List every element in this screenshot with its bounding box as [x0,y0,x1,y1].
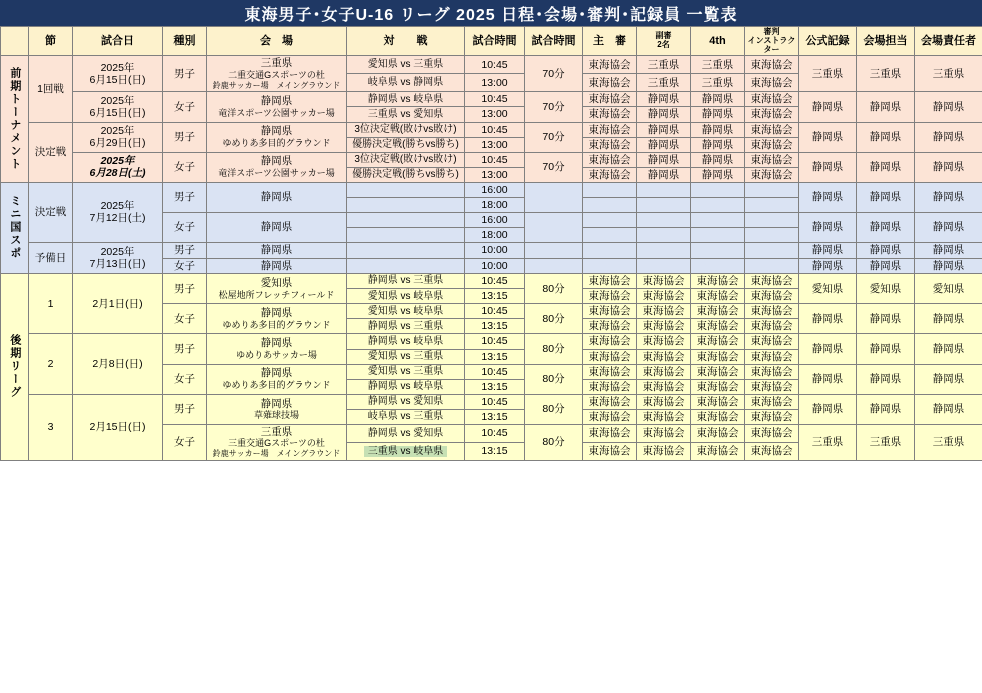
header-section: 節 [29,27,73,56]
category-label: 女子 [163,364,207,394]
match-pairing: 静岡県 vs 愛知県 [347,424,465,442]
header-row [1,27,982,56]
assistant-cell: 東海協会 [637,409,691,424]
header-record: 公式記録 [799,27,857,56]
schedule-table [0,26,982,461]
table-body [1,56,982,460]
match-date: 2025年 7月13日(日) [73,243,163,274]
venue-manager-cell: 静岡県 [915,122,982,152]
match-pairing: 三重県 vs 愛知県 [347,107,465,122]
kickoff-time: 13:15 [465,349,525,364]
match-duration: 70分 [525,122,583,152]
match-pairing: 優勝決定戦(勝ちvs勝ち) [347,137,465,152]
table-row [1,394,982,409]
assistant-cell [637,197,691,212]
referee-cell: 東海協会 [583,304,637,319]
header-venue-manager: 会場責任者 [915,27,982,56]
match-pairing [347,227,465,242]
kickoff-time: 10:00 [465,258,525,274]
venue-staff-cell: 三重県 [857,424,915,460]
match-pairing: 岐阜県 vs 三重県 [347,409,465,424]
record-cell: 静岡県 [799,304,857,334]
fourth-cell: 静岡県 [691,152,745,167]
match-pairing: 愛知県 vs 三重県 [347,56,465,74]
instructor-cell: 東海協会 [745,304,799,319]
assistant-cell: 東海協会 [637,289,691,304]
category-label: 男子 [163,334,207,364]
record-cell: 静岡県 [799,92,857,122]
referee-cell: 東海協会 [583,167,637,182]
venue-staff-cell: 愛知県 [857,274,915,304]
category-label: 男子 [163,56,207,92]
record-cell: 静岡県 [799,394,857,424]
match-duration: 80分 [525,334,583,364]
match-pairing: 3位決定戦(敗けvs敗け) [347,122,465,137]
record-cell: 静岡県 [799,258,857,274]
assistant-cell: 静岡県 [637,152,691,167]
assistant-cell: 東海協会 [637,442,691,460]
referee-cell: 東海協会 [583,122,637,137]
instructor-cell: 東海協会 [745,394,799,409]
venue-manager-cell: 静岡県 [915,364,982,394]
kickoff-time: 13:15 [465,409,525,424]
assistant-cell [637,212,691,227]
referee-cell: 東海協会 [583,274,637,289]
kickoff-time: 13:00 [465,167,525,182]
match-pairing [347,258,465,274]
section-label: 3 [29,394,73,460]
record-cell: 三重県 [799,424,857,460]
venue-manager-cell: 三重県 [915,424,982,460]
fourth-cell: 東海協会 [691,319,745,334]
kickoff-time: 10:45 [465,152,525,167]
match-duration [525,212,583,242]
record-cell: 愛知県 [799,274,857,304]
fourth-cell: 静岡県 [691,107,745,122]
match-pairing: 静岡県 vs 三重県 [347,319,465,334]
kickoff-time: 10:45 [465,304,525,319]
match-pairing: 岐阜県 vs 静岡県 [347,74,465,92]
instructor-cell: 東海協会 [745,289,799,304]
table-header [1,27,982,56]
kickoff-time: 10:45 [465,122,525,137]
header-instructor: 審判 インストラク ター [745,27,799,56]
match-pairing: 静岡県 vs 岐阜県 [347,379,465,394]
match-duration [525,243,583,259]
fourth-cell: 東海協会 [691,364,745,379]
match-duration: 70分 [525,152,583,182]
fourth-cell [691,182,745,197]
fourth-cell: 東海協会 [691,394,745,409]
venue-cell: 三重県 三重交通Gスポーツの杜 鈴鹿サッカー場 メイングラウンド [207,424,347,460]
match-date: 2025年 6月29日(日) [73,122,163,152]
referee-cell [583,182,637,197]
category-label: 男子 [163,274,207,304]
referee-cell: 東海協会 [583,334,637,349]
category-label: 男子 [163,122,207,152]
instructor-cell: 東海協会 [745,349,799,364]
referee-cell: 東海協会 [583,107,637,122]
referee-cell: 東海協会 [583,289,637,304]
header-fourth: 4th [691,27,745,56]
assistant-cell: 東海協会 [637,274,691,289]
fourth-cell: 静岡県 [691,122,745,137]
referee-cell: 東海協会 [583,152,637,167]
referee-cell: 東海協会 [583,349,637,364]
fourth-cell: 東海協会 [691,289,745,304]
instructor-cell: 東海協会 [745,56,799,74]
assistant-cell: 東海協会 [637,424,691,442]
match-pairing: 静岡県 vs 三重県 [347,274,465,289]
venue-cell: 愛知県 松屋地所フレッチフィールド [207,274,347,304]
referee-cell: 東海協会 [583,364,637,379]
block-label: ミニ国スポ [1,182,29,273]
venue-staff-cell: 静岡県 [857,258,915,274]
table-row [1,334,982,349]
venue-manager-cell: 静岡県 [915,92,982,122]
instructor-cell: 東海協会 [745,409,799,424]
match-pairing: 静岡県 vs 愛知県 [347,394,465,409]
assistant-cell: 静岡県 [637,92,691,107]
kickoff-time: 10:45 [465,56,525,74]
record-cell: 静岡県 [799,243,857,259]
kickoff-time: 16:00 [465,212,525,227]
assistant-cell: 三重県 [637,74,691,92]
match-date: 2025年 6月15日(日) [73,92,163,122]
fourth-cell: 静岡県 [691,92,745,107]
header-category: 種別 [163,27,207,56]
table-row [1,56,982,74]
venue-cell: 静岡県 [207,243,347,259]
fourth-cell: 東海協会 [691,304,745,319]
table-row [1,122,982,137]
venue-staff-cell: 静岡県 [857,212,915,242]
category-label: 男子 [163,243,207,259]
kickoff-time: 10:45 [465,424,525,442]
match-pairing: 優勝決定戦(勝ちvs勝ち) [347,167,465,182]
match-pairing [347,212,465,227]
kickoff-time: 10:45 [465,364,525,379]
instructor-cell: 東海協会 [745,92,799,107]
kickoff-time: 10:00 [465,243,525,259]
record-cell: 三重県 [799,56,857,92]
match-pairing: 3位決定戦(敗けvs敗け) [347,152,465,167]
table-row [1,152,982,167]
venue-staff-cell: 静岡県 [857,364,915,394]
instructor-cell [745,227,799,242]
instructor-cell: 東海協会 [745,74,799,92]
category-label: 女子 [163,424,207,460]
referee-cell [583,227,637,242]
block-label: 後期リーグ [1,274,29,461]
referee-cell: 東海協会 [583,424,637,442]
record-cell: 静岡県 [799,182,857,212]
referee-cell: 東海協会 [583,137,637,152]
page-title: 東海男子･女子U-16 リーグ 2025 日程･会場･審判･記録員 一覧表 [0,0,982,26]
fourth-cell [691,258,745,274]
table-row [1,92,982,107]
match-duration: 70分 [525,92,583,122]
fourth-cell: 東海協会 [691,442,745,460]
fourth-cell: 東海協会 [691,274,745,289]
category-label: 女子 [163,304,207,334]
fourth-cell: 静岡県 [691,167,745,182]
table-row [1,182,982,197]
match-duration: 80分 [525,364,583,394]
venue-cell: 静岡県 ゆめりあサッカー場 [207,334,347,364]
kickoff-time: 10:45 [465,394,525,409]
fourth-cell: 三重県 [691,74,745,92]
kickoff-time: 13:15 [465,379,525,394]
referee-cell: 東海協会 [583,92,637,107]
header-block [1,27,29,56]
referee-cell [583,243,637,259]
kickoff-time: 13:15 [465,442,525,460]
kickoff-time: 10:45 [465,92,525,107]
match-duration [525,182,583,212]
category-label: 女子 [163,152,207,182]
venue-manager-cell: 静岡県 [915,258,982,274]
fourth-cell [691,243,745,259]
header-duration: 試合時間 [525,27,583,56]
assistant-cell: 東海協会 [637,364,691,379]
kickoff-time: 13:00 [465,107,525,122]
venue-staff-cell: 静岡県 [857,182,915,212]
instructor-cell [745,197,799,212]
instructor-cell: 東海協会 [745,122,799,137]
header-assistant: 副審 2名 [637,27,691,56]
instructor-cell [745,182,799,197]
assistant-cell: 静岡県 [637,107,691,122]
fourth-cell [691,227,745,242]
match-date: 2025年 6月15日(日) [73,56,163,92]
venue-staff-cell: 静岡県 [857,304,915,334]
assistant-cell: 三重県 [637,56,691,74]
venue-staff-cell: 静岡県 [857,92,915,122]
kickoff-time: 10:45 [465,334,525,349]
kickoff-time: 13:00 [465,137,525,152]
fourth-cell: 東海協会 [691,379,745,394]
header-venue-staff: 会場担当 [857,27,915,56]
fourth-cell: 三重県 [691,56,745,74]
assistant-cell: 静岡県 [637,122,691,137]
instructor-cell [745,243,799,259]
match-duration: 80分 [525,274,583,304]
fourth-cell: 東海協会 [691,424,745,442]
category-label: 女子 [163,212,207,242]
match-pairing: 愛知県 vs 三重県 [347,364,465,379]
referee-cell: 東海協会 [583,394,637,409]
venue-manager-cell: 静岡県 [915,152,982,182]
venue-cell: 静岡県 ゆめりあ多目的グラウンド [207,304,347,334]
venue-cell: 静岡県 ゆめりあ多目的グラウンド [207,122,347,152]
assistant-cell: 静岡県 [637,167,691,182]
match-pairing: 愛知県 vs 岐阜県 [347,304,465,319]
venue-manager-cell: 静岡県 [915,334,982,364]
table-row [1,243,982,259]
venue-staff-cell: 静岡県 [857,122,915,152]
venue-manager-cell: 三重県 [915,56,982,92]
venue-cell: 静岡県 草薙球技場 [207,394,347,424]
table-row [1,274,982,289]
assistant-cell [637,182,691,197]
kickoff-time: 18:00 [465,227,525,242]
match-pairing [347,182,465,197]
match-date: 2月15日(日) [73,394,163,460]
venue-staff-cell: 静岡県 [857,334,915,364]
venue-cell: 静岡県 ゆめりあ多目的グラウンド [207,364,347,394]
category-label: 男子 [163,182,207,212]
kickoff-time: 13:15 [465,289,525,304]
assistant-cell: 東海協会 [637,379,691,394]
instructor-cell: 東海協会 [745,379,799,394]
match-pairing: 愛知県 vs 岐阜県 [347,289,465,304]
venue-manager-cell: 静岡県 [915,304,982,334]
match-pairing [347,197,465,212]
header-date: 試合日 [73,27,163,56]
venue-staff-cell: 静岡県 [857,243,915,259]
referee-cell [583,212,637,227]
kickoff-time: 13:15 [465,319,525,334]
assistant-cell: 東海協会 [637,304,691,319]
fourth-cell: 東海協会 [691,334,745,349]
instructor-cell: 東海協会 [745,107,799,122]
match-pairing: 三重県 vs 岐阜県 [347,442,465,460]
fourth-cell: 静岡県 [691,137,745,152]
instructor-cell [745,258,799,274]
match-date: 2025年 7月12日(土) [73,182,163,242]
record-cell: 静岡県 [799,122,857,152]
venue-cell: 静岡県 [207,182,347,212]
category-label: 女子 [163,92,207,122]
kickoff-time: 13:00 [465,74,525,92]
venue-manager-cell: 愛知県 [915,274,982,304]
venue-cell: 静岡県 [207,258,347,274]
assistant-cell: 静岡県 [637,137,691,152]
referee-cell: 東海協会 [583,379,637,394]
fourth-cell: 東海協会 [691,409,745,424]
record-cell: 静岡県 [799,212,857,242]
match-duration: 80分 [525,394,583,424]
instructor-cell: 東海協会 [745,334,799,349]
match-pairing: 愛知県 vs 三重県 [347,349,465,364]
record-cell: 静岡県 [799,364,857,394]
block-label: 前期トーナメント [1,56,29,182]
kickoff-time: 16:00 [465,182,525,197]
fourth-cell [691,212,745,227]
kickoff-time: 18:00 [465,197,525,212]
match-pairing: 静岡県 vs 岐阜県 [347,92,465,107]
referee-cell: 東海協会 [583,74,637,92]
venue-manager-cell: 静岡県 [915,182,982,212]
section-label: 決定戦 [29,182,73,242]
venue-manager-cell: 静岡県 [915,212,982,242]
match-duration: 80分 [525,304,583,334]
category-label: 男子 [163,394,207,424]
instructor-cell: 東海協会 [745,274,799,289]
venue-cell: 静岡県 [207,212,347,242]
instructor-cell: 東海協会 [745,424,799,442]
header-venue: 会 場 [207,27,347,56]
venue-cell: 静岡県 竜洋スポーツ公園サッカー場 [207,92,347,122]
record-cell: 静岡県 [799,334,857,364]
venue-staff-cell: 静岡県 [857,152,915,182]
match-duration: 70分 [525,56,583,92]
referee-cell: 東海協会 [583,409,637,424]
section-label: 予備日 [29,243,73,274]
assistant-cell [637,243,691,259]
instructor-cell [745,212,799,227]
referee-cell: 東海協会 [583,442,637,460]
section-label: 1回戦 [29,56,73,122]
venue-manager-cell: 静岡県 [915,394,982,424]
instructor-cell: 東海協会 [745,167,799,182]
referee-cell [583,258,637,274]
header-referee: 主 審 [583,27,637,56]
venue-cell: 三重県 二重交通Gスポーツの杜 鈴鹿サッカー場 メイングラウンド [207,56,347,92]
section-label: 1 [29,274,73,334]
match-duration: 80分 [525,424,583,460]
assistant-cell: 東海協会 [637,334,691,349]
header-kickoff: 試合時間 [465,27,525,56]
venue-staff-cell: 三重県 [857,56,915,92]
referee-cell [583,197,637,212]
assistant-cell: 東海協会 [637,394,691,409]
assistant-cell: 東海協会 [637,319,691,334]
referee-cell: 東海協会 [583,56,637,74]
section-label: 2 [29,334,73,394]
assistant-cell [637,227,691,242]
venue-manager-cell: 静岡県 [915,243,982,259]
instructor-cell: 東海協会 [745,152,799,167]
match-pairing: 静岡県 vs 岐阜県 [347,334,465,349]
fourth-cell [691,197,745,212]
assistant-cell: 東海協会 [637,349,691,364]
instructor-cell: 東海協会 [745,319,799,334]
match-date: 2月8日(日) [73,334,163,394]
match-date: 2月1日(日) [73,274,163,334]
instructor-cell: 東海協会 [745,137,799,152]
instructor-cell: 東海協会 [745,364,799,379]
venue-staff-cell: 静岡県 [857,394,915,424]
match-date: 2025年 6月28日(土) [73,152,163,182]
category-label: 女子 [163,258,207,274]
match-pairing [347,243,465,259]
assistant-cell [637,258,691,274]
fourth-cell: 東海協会 [691,349,745,364]
instructor-cell: 東海協会 [745,442,799,460]
kickoff-time: 10:45 [465,274,525,289]
venue-cell: 静岡県 竜洋スポーツ公園サッカー場 [207,152,347,182]
header-match: 対 戦 [347,27,465,56]
section-label: 決定戦 [29,122,73,182]
match-duration [525,258,583,274]
record-cell: 静岡県 [799,152,857,182]
referee-cell: 東海協会 [583,319,637,334]
